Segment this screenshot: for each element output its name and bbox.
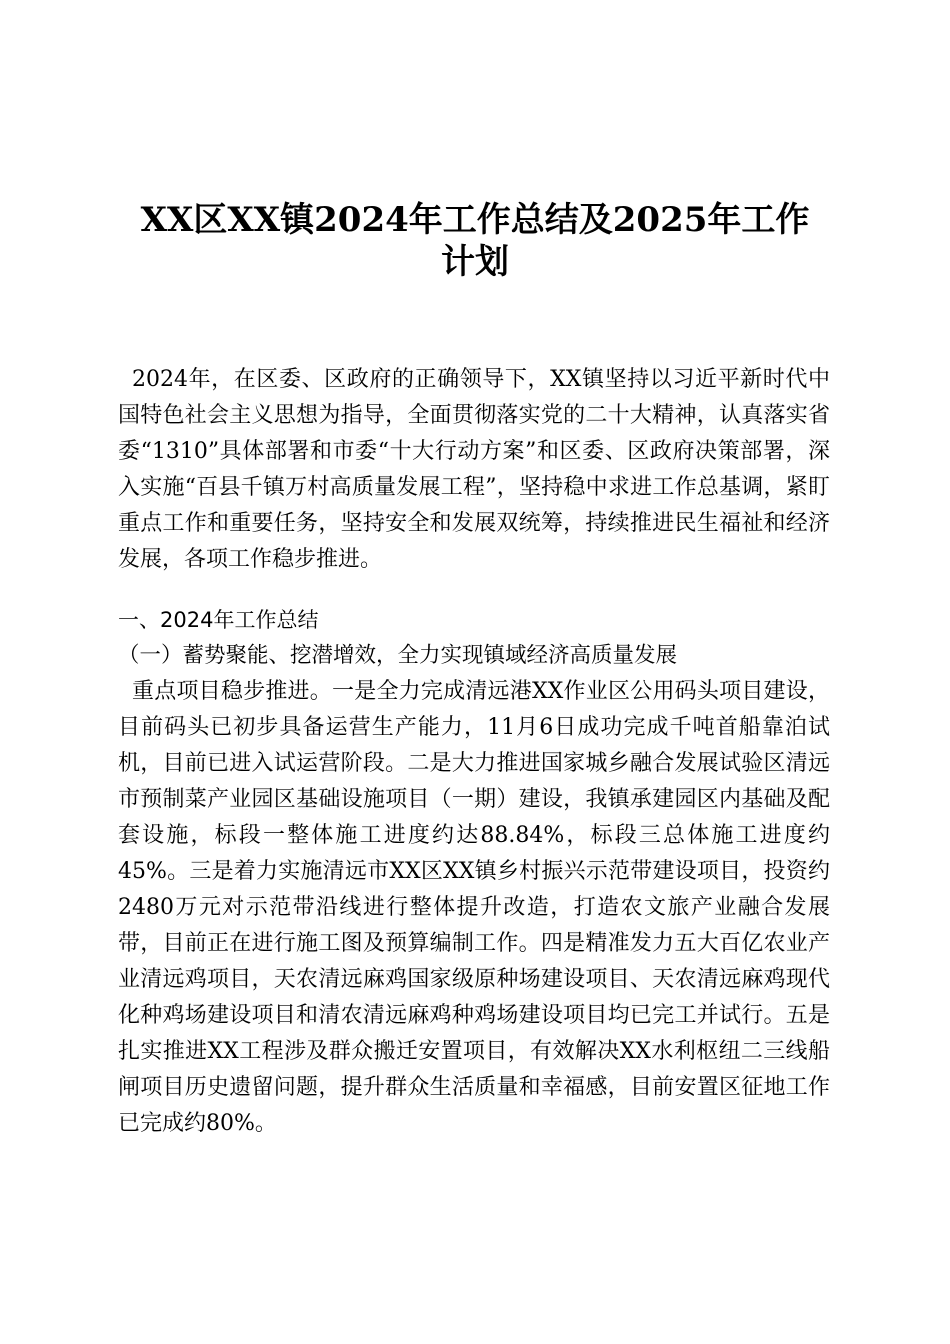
intro-paragraph: 2024年，在区委、区政府的正确领导下，XX镇坚持以习近平新时代中国特色社会主义思想为指导，全面贯彻落实党的二十大精神，认真落实省委“1310”具体部署和市委“十大行动方案”和区委、区政府决策部署，深入实施“百县千镇万村高质量发展工程”，坚持稳中求进工作总基调，紧盯重点工作和重要任务，坚持安全和发展双统筹，持续推进民生福祉和经济发展，各项工作稳步推进。 bbox=[118, 367, 830, 572]
document-title-line-1: XX区XX镇2024年工作总结及2025年工作 bbox=[140, 200, 810, 240]
document-title-line-2: 计划 bbox=[441, 242, 509, 282]
key-projects-paragraph: 重点项目稳步推进。一是全力完成清远港XX作业区公用码头项目建设，目前码头已初步具备运营生产能力，11月6日成功完成千吨首船靠泊试机，目前已进入试运营阶段。二是大力推进国家城乡融合发展试验区清远市预制菜产业园区基础设施项目（一期）建设，我镇承建园区内基础及配套设施，标段一整体施工进度约达88.84%，标段三总体施工进度约45%。三是着力实施清远市XX区XX镇乡村振兴示范带建设项目，投资约2480万元对示范带沿线进行整体提升改造，打造农文旅产业融合发展带，目前正在进行施工图及预算编制工作。四是精准发力五大百亿农业产业清远鸡项目，天农清远麻鸡国家级原种场建设项目、天农清远麻鸡现代化种鸡场建设项目和清农清远麻鸡种鸡场建设项目均已完工并试行。五是扎实推进XX工程涉及群众搬迁安置项目，有效解决XX水利枢纽二三线船闸项目历史遗留问题，提升群众生活质量和幸福感，目前安置区征地工作已完成约80%。 bbox=[118, 679, 830, 1136]
subsection-heading-economy: （一）蓄势聚能、挖潜增效，全力实现镇域经济高质量发展 bbox=[118, 643, 678, 668]
section-heading-work-summary: 一、2024年工作总结 bbox=[118, 608, 319, 632]
